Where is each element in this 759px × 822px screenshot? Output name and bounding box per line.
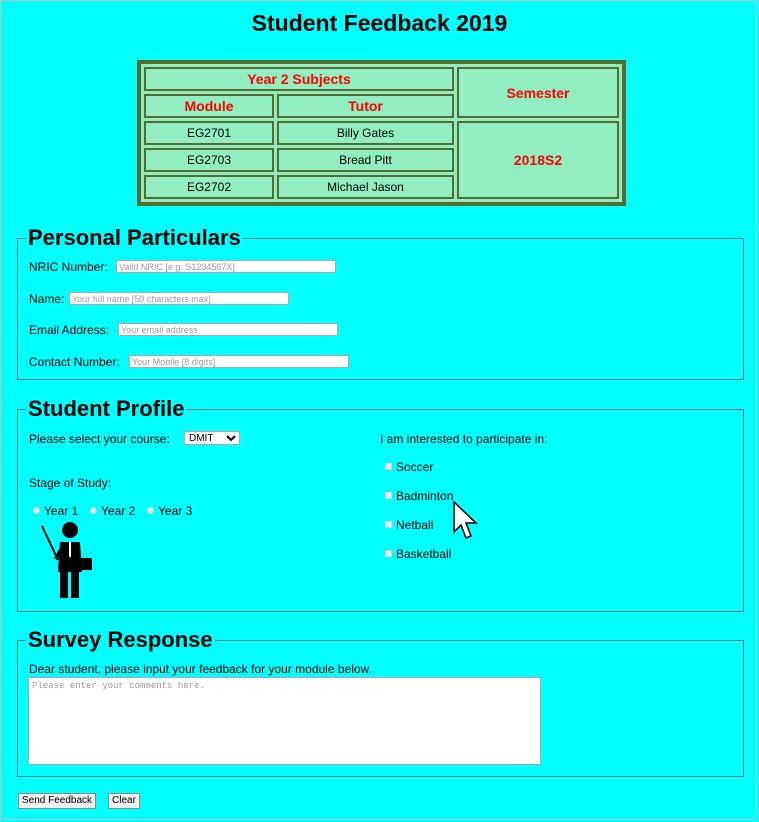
- semester-cell: 2018S2: [457, 121, 619, 199]
- year2-radio[interactable]: [90, 507, 97, 514]
- subjects-header: Year 2 Subjects: [144, 67, 454, 91]
- module-cell: EG2703: [144, 148, 274, 172]
- contact-label: Contact Number:: [29, 355, 120, 369]
- contact-input[interactable]: [129, 355, 349, 368]
- year3-radio[interactable]: [147, 507, 154, 514]
- comments-textarea[interactable]: [28, 677, 541, 765]
- year1-radio[interactable]: [33, 507, 40, 514]
- year2-label: Year 2: [101, 504, 136, 518]
- survey-instruction: Dear student, please input your feedback for your module below.: [29, 662, 372, 676]
- tutor-cell: Billy Gates: [277, 121, 454, 145]
- page-title: Student Feedback 2019: [251, 10, 508, 36]
- module-cell: EG2702: [144, 175, 274, 199]
- student-profile-legend: Student Profile: [28, 396, 185, 421]
- name-label: Name:: [29, 292, 65, 306]
- course-select[interactable]: [184, 431, 240, 445]
- module-header: Module: [144, 94, 274, 118]
- tutor-header: Tutor: [277, 94, 454, 118]
- semester-header: Semester: [457, 67, 619, 118]
- nric-label: NRIC Number:: [29, 260, 108, 274]
- email-label: Email Address:: [29, 323, 110, 337]
- year3-label: Year 3: [158, 504, 193, 518]
- email-input[interactable]: [118, 323, 338, 336]
- module-cell: EG2701: [144, 121, 274, 145]
- badminton-checkbox[interactable]: [385, 492, 392, 499]
- tutor-cell: Michael Jason: [277, 175, 454, 199]
- teacher-pointer-icon: [38, 518, 98, 600]
- netball-label: Netball: [396, 518, 434, 532]
- year1-label: Year 1: [44, 504, 79, 518]
- basketball-label: Basketball: [396, 547, 452, 561]
- soccer-label: Soccer: [396, 460, 434, 474]
- netball-checkbox[interactable]: [385, 521, 392, 528]
- subjects-table: [137, 60, 626, 206]
- nric-input[interactable]: [116, 260, 336, 273]
- send-feedback-button[interactable]: Send Feedback: [18, 793, 96, 809]
- soccer-checkbox[interactable]: [385, 463, 392, 470]
- interest-label: I am interested to participate in:: [380, 432, 548, 446]
- tutor-cell: Bread Pitt: [277, 148, 454, 172]
- survey-response-legend: Survey Response: [28, 627, 213, 652]
- basketball-checkbox[interactable]: [385, 550, 392, 557]
- stage-label: Stage of Study:: [29, 476, 112, 490]
- badminton-label: Badminton: [396, 489, 454, 503]
- mouse-cursor-icon: [452, 500, 482, 542]
- clear-button[interactable]: Clear: [108, 793, 140, 809]
- name-input[interactable]: [69, 292, 289, 305]
- course-label: Please select your course:: [29, 432, 170, 446]
- personal-particulars-legend: Personal Particulars: [28, 225, 241, 250]
